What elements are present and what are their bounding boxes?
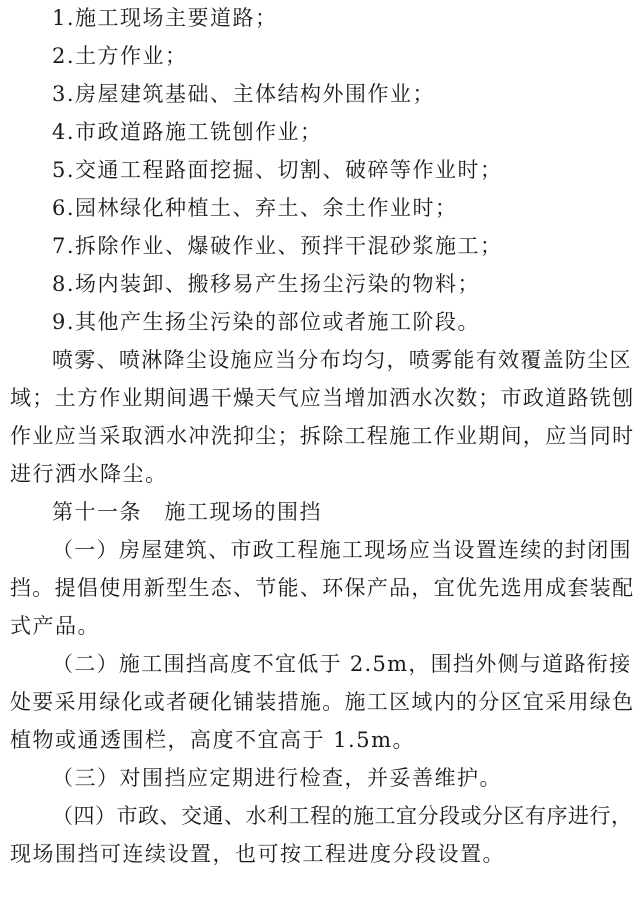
spray-paragraph-line-3: 作业应当采取洒水冲洗抑尘；拆除工程施工作业期间，应当同时 xyxy=(10,424,635,448)
clause-4-line-2: 现场围挡可连续设置，也可按工程进度分段设置。 xyxy=(10,842,505,866)
article-heading: 第十一条 施工现场的围挡 xyxy=(52,500,322,524)
spray-paragraph-line-1: 喷雾、喷淋降尘设施应当分布均匀，喷雾能有效覆盖防尘区 xyxy=(52,348,632,372)
list-item-3: 3.房屋建筑基础、主体结构外围作业； xyxy=(52,82,436,106)
clause-3-line-1: （三）对围挡应定期进行检查，并妥善维护。 xyxy=(52,766,502,790)
clause-1-line-3: 式产品。 xyxy=(10,614,100,638)
list-item-2: 2.土方作业； xyxy=(52,44,188,68)
clause-4-line-1: （四）市政、交通、水利工程的施工宜分段或分区有序进行， xyxy=(52,804,633,828)
spray-paragraph-line-2: 域；土方作业期间遇干燥天气应当增加洒水次数；市政道路铣刨 xyxy=(10,386,635,410)
list-item-4: 4.市政道路施工铣刨作业； xyxy=(52,120,323,144)
list-item-9: 9.其他产生扬尘污染的部位或者施工阶段。 xyxy=(52,310,481,334)
clause-1-line-2: 挡。提倡使用新型生态、节能、环保产品，宜优先选用成套装配 xyxy=(10,576,635,600)
clause-2-line-2: 处要采用绿化或者硬化铺装措施。施工区域内的分区宜采用绿色 xyxy=(10,690,635,714)
spray-paragraph-line-4: 进行洒水降尘。 xyxy=(10,462,168,486)
list-item-1: 1.施工现场主要道路； xyxy=(52,6,278,30)
list-item-8: 8.场内装卸、搬移易产生扬尘污染的物料； xyxy=(52,272,481,296)
list-item-5: 5.交通工程路面挖掘、切割、破碎等作业时； xyxy=(52,158,503,182)
clause-2-line-3: 植物或通透围栏，高度不宜高于 1.5m。 xyxy=(10,728,415,752)
list-item-7: 7.拆除作业、爆破作业、预拌干混砂浆施工； xyxy=(52,234,503,258)
clause-1-line-1: （一）房屋建筑、市政工程施工现场应当设置连续的封闭围 xyxy=(52,538,632,562)
clause-2-line-1: （二）施工围挡高度不宜低于 2.5m，围挡外侧与道路衔接 xyxy=(52,652,632,676)
list-item-6: 6.园林绿化种植土、弃土、余土作业时； xyxy=(52,196,458,220)
